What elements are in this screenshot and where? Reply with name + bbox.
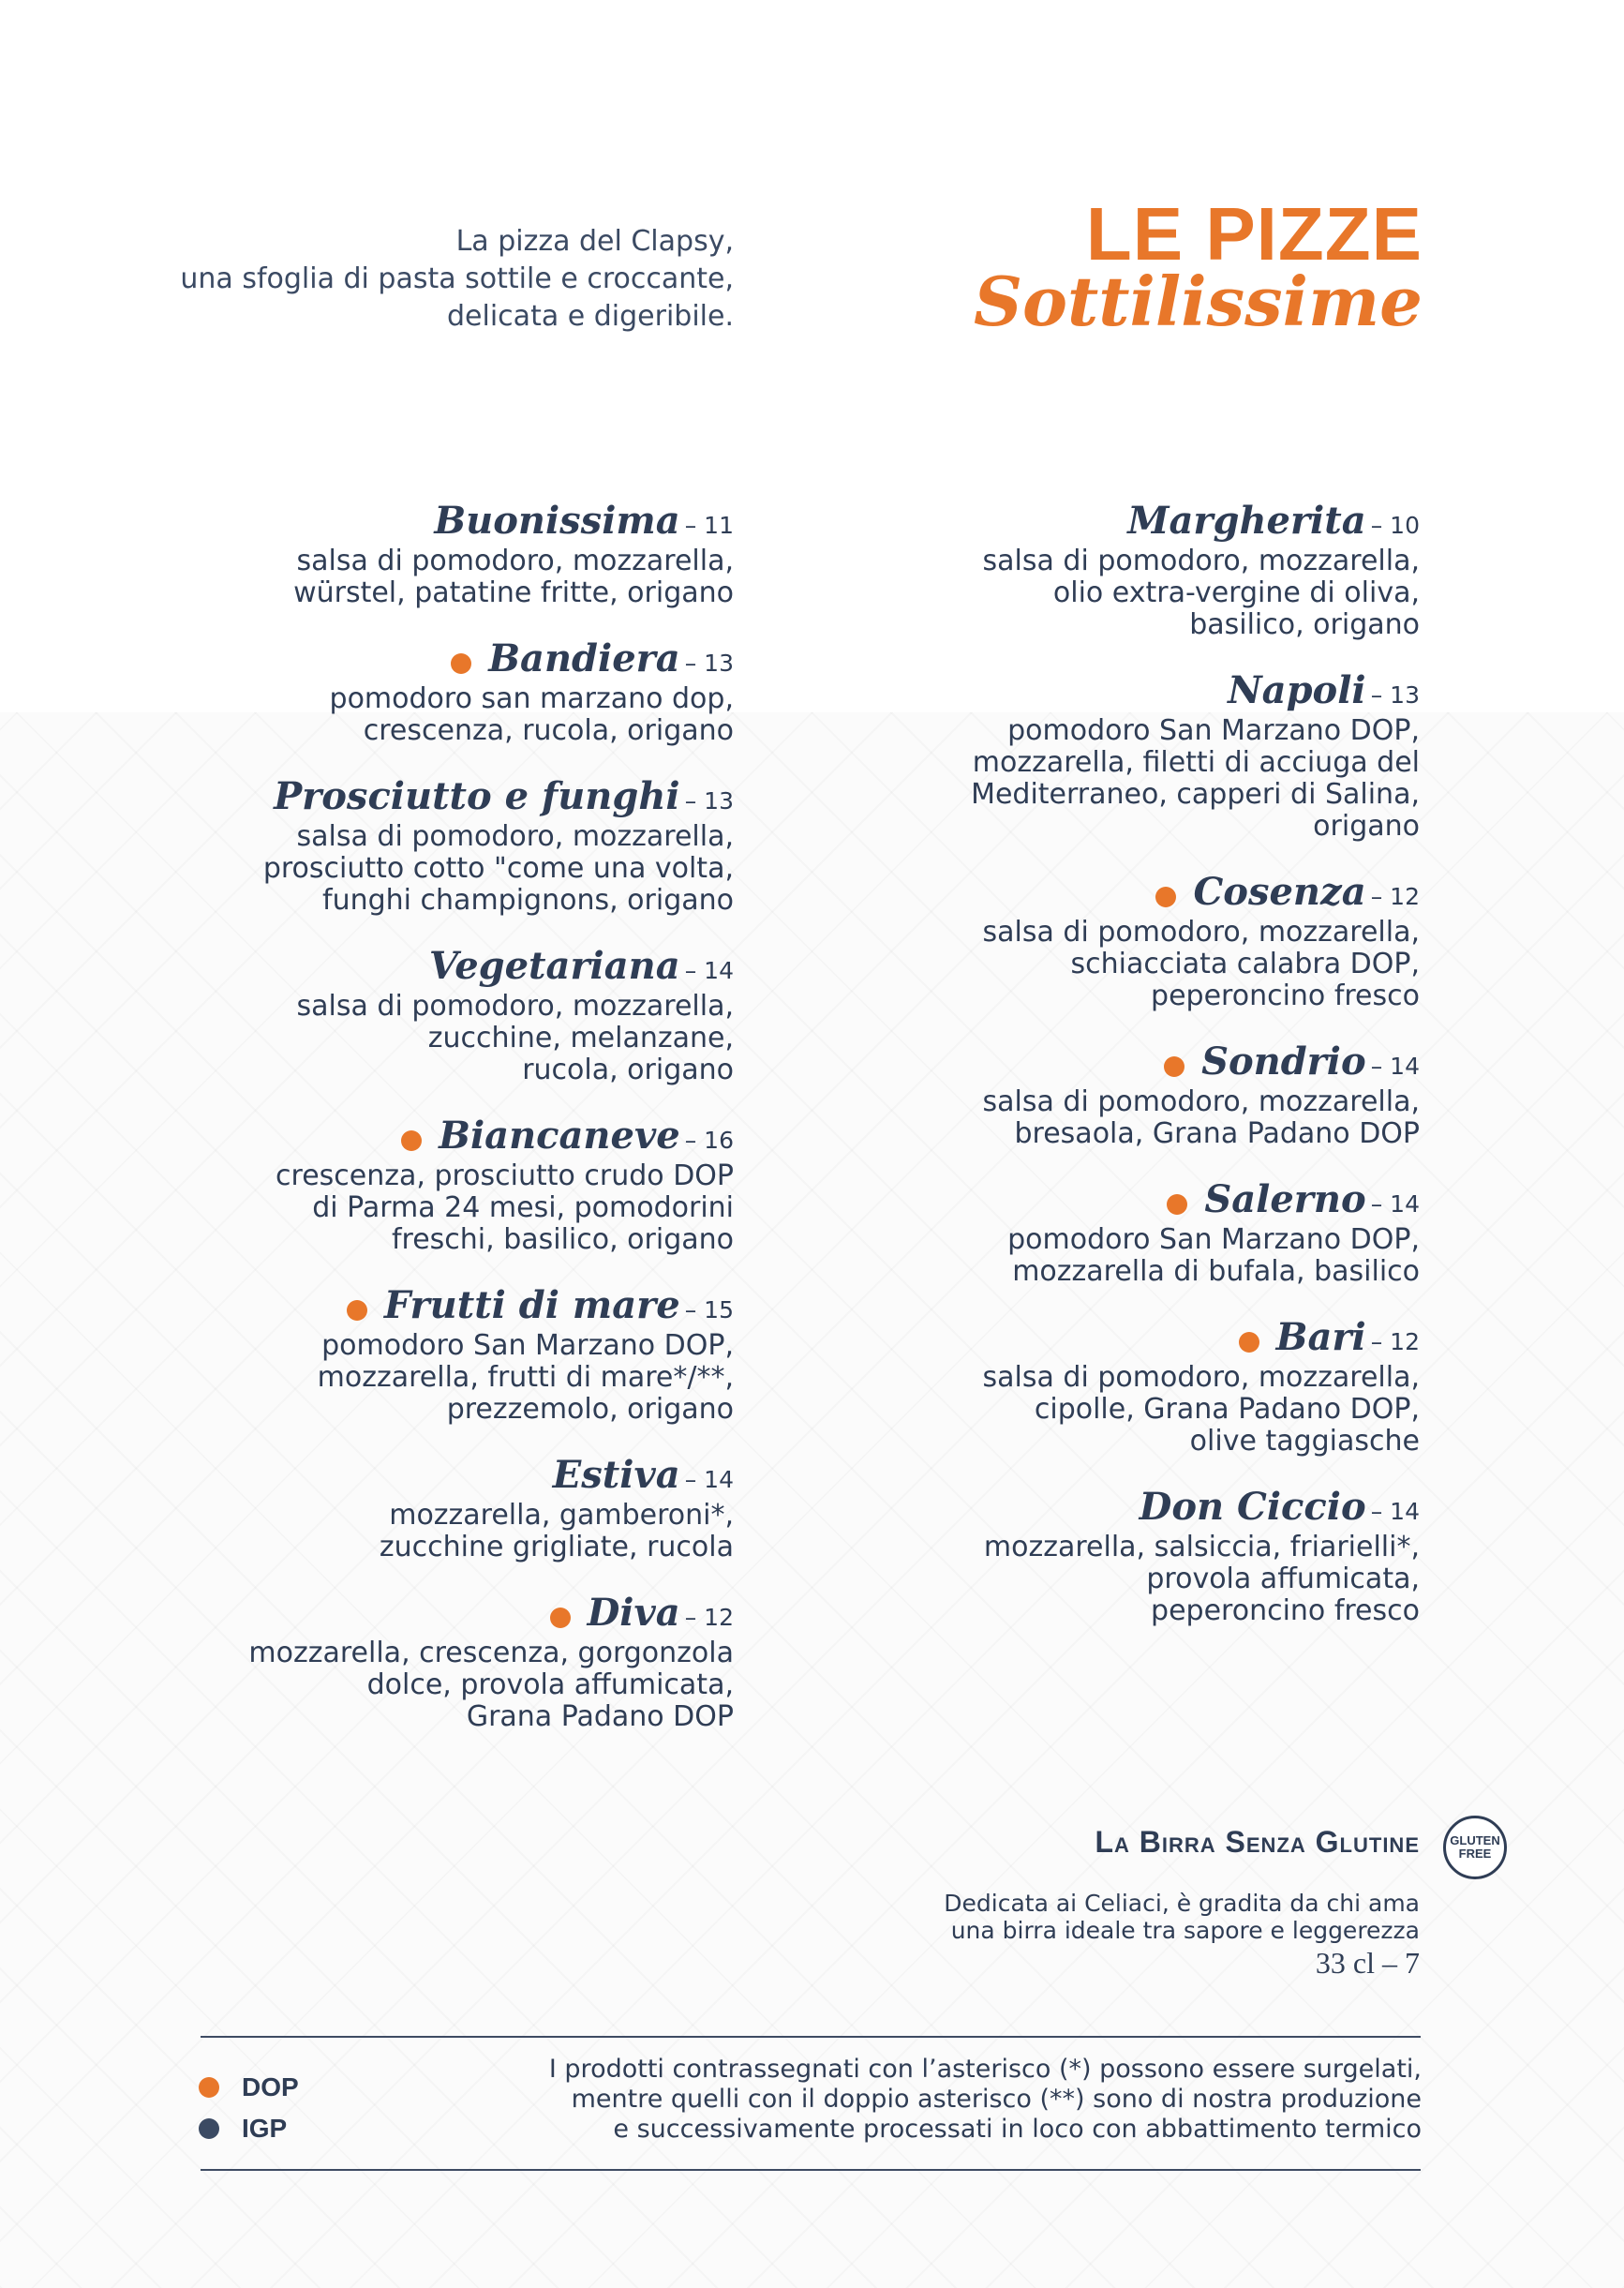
pizza-price: – 16: [684, 1127, 734, 1154]
intro-text: [78, 223, 734, 336]
title-script: Sottilissime: [973, 262, 1423, 341]
gluten-free-beer-section: [764, 1818, 1420, 1980]
ingredients-line: pomodoro San Marzano DOP,: [321, 1329, 734, 1362]
menu-item-header: [78, 1451, 734, 1500]
beer-title: La Birra Senza Glutine: [1095, 1825, 1420, 1859]
badge-line: FREE: [1458, 1847, 1492, 1861]
menu-item: [764, 1483, 1420, 1627]
pizza-name: Napoli: [1228, 668, 1366, 712]
dop-dot-icon: [451, 653, 471, 674]
ingredients-line: olive taggiasche: [1189, 1425, 1420, 1458]
pizza-name: Bari: [1275, 1315, 1366, 1359]
ingredients-line: Mediterraneo, capperi di Salina,: [971, 778, 1420, 811]
pizza-price: – 14: [684, 1466, 734, 1493]
menu-item-header: [764, 868, 1420, 917]
menu-item-header: [764, 497, 1420, 546]
ingredients-line: di Parma 24 mesi, pomodorini: [312, 1191, 734, 1224]
pizza-ingredients: [78, 1637, 734, 1733]
ingredients-line: mozzarella di bufala, basilico: [1012, 1255, 1420, 1288]
ingredients-line: pomodoro san marzano dop,: [329, 682, 734, 715]
menu-item: [764, 868, 1420, 1012]
ingredients-line: salsa di pomodoro, mozzarella,: [296, 545, 734, 577]
ingredients-line: freschi, basilico, origano: [391, 1223, 734, 1256]
pizza-price: – 14: [1370, 1190, 1420, 1218]
menu-item-header: [78, 635, 734, 683]
dop-dot-icon: [347, 1300, 367, 1321]
legend-igp: [199, 2108, 299, 2149]
ingredients-line: prezzemolo, origano: [446, 1393, 734, 1426]
ingredients-line: salsa di pomodoro, mozzarella,: [982, 1361, 1420, 1394]
ingredients-line: pomodoro San Marzano DOP,: [1007, 714, 1420, 747]
divider-bottom: [201, 2169, 1421, 2171]
ingredients-line: rucola, origano: [522, 1054, 734, 1086]
pizza-ingredients: [764, 1532, 1420, 1627]
menu-item-header: [78, 942, 734, 991]
beer-price: 33 cl – 7: [1315, 1946, 1420, 1980]
pizza-name: Don Ciccio: [1139, 1485, 1366, 1529]
pizza-ingredients: [764, 1224, 1420, 1288]
pizza-price: – 12: [684, 1604, 734, 1631]
ingredients-line: zucchine grigliate, rucola: [379, 1531, 734, 1563]
note-line: I prodotti contrassegnati con l’asterisco (*) possono essere surgelati,: [548, 2055, 1422, 2084]
pizza-ingredients: [78, 1330, 734, 1426]
pizza-price: – 12: [1370, 1328, 1420, 1355]
left-menu-column: [78, 497, 734, 1758]
asterisk-note: [484, 2055, 1422, 2145]
pizza-name: Buonissima: [434, 499, 680, 543]
legend: [199, 2067, 299, 2149]
menu-item: [764, 1038, 1420, 1150]
ingredients-line: mozzarella, salsiccia, friarielli*,: [983, 1531, 1420, 1563]
dop-dot-icon: [1155, 887, 1176, 907]
pizza-name: Margherita: [1127, 499, 1366, 543]
pizza-price: – 13: [684, 650, 734, 677]
intro-line: delicata e digeribile.: [447, 300, 734, 333]
ingredients-line: pomodoro San Marzano DOP,: [1007, 1223, 1420, 1256]
ingredients-line: Grana Padano DOP: [466, 1700, 734, 1733]
menu-item-header: [764, 666, 1420, 715]
ingredients-line: peperoncino fresco: [1151, 1594, 1420, 1627]
menu-item-header: [78, 772, 734, 821]
menu-item: [78, 1589, 734, 1733]
pizza-ingredients: [764, 715, 1420, 843]
menu-item-header: [764, 1175, 1420, 1224]
menu-item: [764, 1175, 1420, 1288]
igp-dot-icon: [199, 2118, 219, 2139]
pizza-ingredients: [764, 1362, 1420, 1458]
ingredients-line: schiacciata calabra DOP,: [1070, 948, 1420, 980]
page-title: [973, 192, 1423, 341]
pizza-name: Prosciutto e funghi: [274, 774, 680, 818]
menu-item-header: [78, 1112, 734, 1160]
ingredients-line: würstel, patatine fritte, origano: [293, 576, 734, 609]
menu-item: [78, 772, 734, 917]
pizza-ingredients: [78, 1160, 734, 1256]
pizza-name: Cosenza: [1193, 870, 1366, 914]
pizza-name: Diva: [587, 1591, 680, 1635]
pizza-price: – 13: [1370, 681, 1420, 709]
pizza-name: Biancaneve: [439, 1114, 680, 1158]
gluten-free-badge-icon: [1443, 1816, 1507, 1879]
ingredients-line: olio extra-vergine di oliva,: [1052, 576, 1420, 609]
ingredients-line: prosciutto cotto "come una volta,: [262, 852, 734, 885]
pizza-price: – 15: [684, 1296, 734, 1323]
pizza-price: – 14: [684, 957, 734, 984]
ingredients-line: dolce, provola affumicata,: [366, 1668, 734, 1701]
pizza-ingredients: [764, 546, 1420, 641]
menu-item: [78, 1112, 734, 1256]
ingredients-line: salsa di pomodoro, mozzarella,: [982, 1085, 1420, 1118]
note-line: e successivamente processati in loco con abbattimento termico: [613, 2115, 1422, 2144]
legend-dop: [199, 2067, 299, 2108]
menu-item: [78, 1281, 734, 1426]
pizza-ingredients: [78, 991, 734, 1086]
title-main: LE PIZZE: [1085, 192, 1423, 276]
ingredients-line: origano: [1313, 810, 1420, 843]
dop-dot-icon: [401, 1130, 422, 1151]
ingredients-line: cipolle, Grana Padano DOP,: [1034, 1393, 1420, 1426]
pizza-price: – 10: [1370, 512, 1420, 539]
dop-dot-icon: [1239, 1332, 1259, 1353]
pizza-ingredients: [764, 1086, 1420, 1150]
menu-item: [764, 1313, 1420, 1458]
pizza-price: – 13: [684, 787, 734, 815]
intro-line: La pizza del Clapsy,: [455, 225, 734, 258]
pizza-name: Vegetariana: [428, 944, 680, 988]
menu-item-header: [78, 497, 734, 546]
menu-item: [78, 497, 734, 609]
ingredients-line: crescenza, rucola, origano: [363, 714, 734, 747]
note-line: mentre quelli con il doppio asterisco (**) sono di nostra produzione: [571, 2085, 1422, 2114]
menu-item-header: [764, 1483, 1420, 1532]
pizza-ingredients: [78, 821, 734, 917]
ingredients-line: peperoncino fresco: [1151, 980, 1420, 1012]
ingredients-line: salsa di pomodoro, mozzarella,: [296, 820, 734, 853]
dop-dot-icon: [199, 2077, 219, 2098]
ingredients-line: salsa di pomodoro, mozzarella,: [982, 545, 1420, 577]
ingredients-line: funghi champignons, origano: [322, 884, 734, 917]
menu-item: [764, 666, 1420, 843]
ingredients-line: provola affumicata,: [1146, 1563, 1420, 1595]
pizza-name: Estiva: [552, 1453, 680, 1497]
beer-description: [764, 1890, 1420, 1944]
intro-line: una sfoglia di pasta sottile e croccante,: [180, 262, 734, 295]
pizza-price: – 12: [1370, 883, 1420, 910]
ingredients-line: mozzarella, filetti di acciuga del: [972, 746, 1420, 779]
ingredients-line: mozzarella, gamberoni*,: [389, 1499, 734, 1532]
dop-dot-icon: [1167, 1194, 1187, 1215]
menu-item-header: [78, 1281, 734, 1330]
ingredients-line: zucchine, melanzane,: [427, 1022, 734, 1054]
divider-top: [201, 2036, 1421, 2038]
menu-item: [78, 635, 734, 747]
ingredients-line: crescenza, prosciutto crudo DOP: [276, 1159, 734, 1192]
pizza-ingredients: [78, 1500, 734, 1563]
ingredients-line: salsa di pomodoro, mozzarella,: [296, 990, 734, 1023]
pizza-ingredients: [78, 546, 734, 609]
menu-item-header: [764, 1313, 1420, 1362]
pizza-name: Salerno: [1204, 1177, 1366, 1221]
pizza-price: – 14: [1370, 1498, 1420, 1525]
pizza-ingredients: [764, 917, 1420, 1012]
badge-line: GLUTEN: [1450, 1833, 1500, 1847]
pizza-name: Sondrio: [1201, 1039, 1366, 1084]
pizza-name: Bandiera: [488, 636, 680, 680]
pizza-price: – 14: [1370, 1053, 1420, 1080]
menu-item-header: [78, 1589, 734, 1637]
beer-description-line: Dedicata ai Celiaci, è gradita da chi ama: [944, 1890, 1420, 1917]
pizza-ingredients: [78, 683, 734, 747]
legend-label: DOP: [242, 2072, 299, 2101]
ingredients-line: bresaola, Grana Padano DOP: [1014, 1117, 1420, 1150]
menu-item: [78, 942, 734, 1086]
menu-item: [78, 1451, 734, 1563]
ingredients-line: salsa di pomodoro, mozzarella,: [982, 916, 1420, 949]
ingredients-line: mozzarella, frutti di mare*/**,: [317, 1361, 734, 1394]
ingredients-line: mozzarella, crescenza, gorgonzola: [248, 1637, 734, 1669]
legend-label: IGP: [242, 2114, 288, 2143]
beer-description-line: una birra ideale tra sapore e leggerezza: [950, 1917, 1420, 1944]
dop-dot-icon: [550, 1608, 571, 1628]
menu-item: [764, 497, 1420, 641]
pizza-name: Frutti di mare: [383, 1283, 680, 1327]
menu-item-header: [764, 1038, 1420, 1086]
dop-dot-icon: [1164, 1056, 1184, 1077]
pizza-price: – 11: [684, 512, 734, 539]
right-menu-column: [764, 497, 1420, 1652]
ingredients-line: basilico, origano: [1189, 608, 1420, 641]
